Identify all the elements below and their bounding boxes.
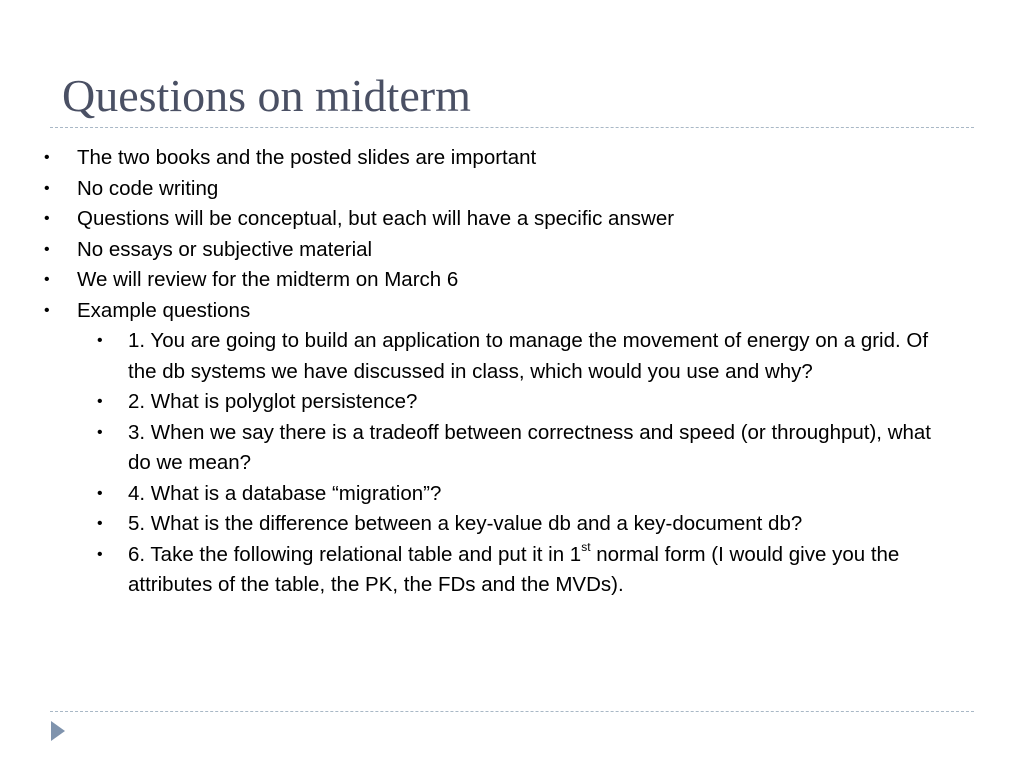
play-triangle-icon bbox=[51, 721, 65, 741]
bullet-icon: • bbox=[97, 484, 103, 502]
bullet-text: The two books and the posted slides are important bbox=[77, 146, 537, 169]
bullet-text: Example questions bbox=[77, 298, 251, 322]
bullet-icon: • bbox=[97, 515, 103, 532]
bullet-text: No code writing bbox=[77, 176, 219, 200]
example-question bbox=[0, 540, 958, 601]
bullet-icon: • bbox=[44, 210, 50, 227]
bullet-text: Questions will be conceptual, but each will have a specific answer bbox=[77, 207, 675, 230]
bullet-text: No essays or subjective material bbox=[77, 237, 373, 261]
example-question bbox=[0, 418, 958, 479]
bullet-icon: • bbox=[97, 545, 103, 563]
bullet-icon: • bbox=[44, 271, 50, 288]
bullet-list bbox=[0, 143, 1024, 601]
bullet-icon: • bbox=[44, 240, 50, 258]
list-item bbox=[0, 174, 957, 205]
example-question-text: 5. What is the difference between a key-value db and a key-document db? bbox=[128, 512, 803, 535]
list-item bbox=[0, 235, 957, 266]
example-question-text: 4. What is a database “migration”? bbox=[128, 481, 442, 505]
bullet-icon: • bbox=[44, 301, 50, 319]
ordinal-superscript: st bbox=[581, 539, 591, 554]
bullet-icon: • bbox=[44, 149, 50, 166]
example-question-text: 2. What is polyglot persistence? bbox=[128, 390, 418, 413]
bullet-icon: • bbox=[97, 393, 103, 410]
example-question-text bbox=[128, 539, 900, 597]
example-question-text: 3. When we say there is a tradeoff between correctness and speed (or throughput), what do we mean? bbox=[128, 420, 931, 474]
list-item bbox=[0, 296, 957, 327]
list-item bbox=[0, 204, 957, 235]
list-item bbox=[0, 265, 957, 296]
example-question bbox=[0, 387, 958, 418]
footer-divider bbox=[50, 711, 974, 712]
bullet-icon: • bbox=[97, 332, 103, 349]
slide-title: Questions on midterm bbox=[62, 70, 471, 121]
example-question bbox=[0, 509, 958, 540]
example-question-text: 1. You are going to build an application to manage the movement of energy on a grid. Of the db systems we have discussed in class, which would you use and why? bbox=[128, 329, 929, 383]
example-question-text-start: 6. Take the following relational table and put it in 1 bbox=[128, 542, 582, 566]
bullet-text: We will review for the midterm on March 6 bbox=[77, 268, 459, 291]
title-divider bbox=[50, 127, 974, 128]
slide-content bbox=[0, 143, 1024, 601]
bullet-icon: • bbox=[44, 179, 50, 197]
bullet-icon: • bbox=[97, 423, 103, 441]
example-question bbox=[0, 479, 958, 510]
example-question-text-end: normal form (I would give you the attributes of the table, the PK, the FDs and the MVDs). bbox=[128, 542, 900, 596]
list-item bbox=[0, 143, 957, 174]
example-question bbox=[0, 326, 958, 387]
